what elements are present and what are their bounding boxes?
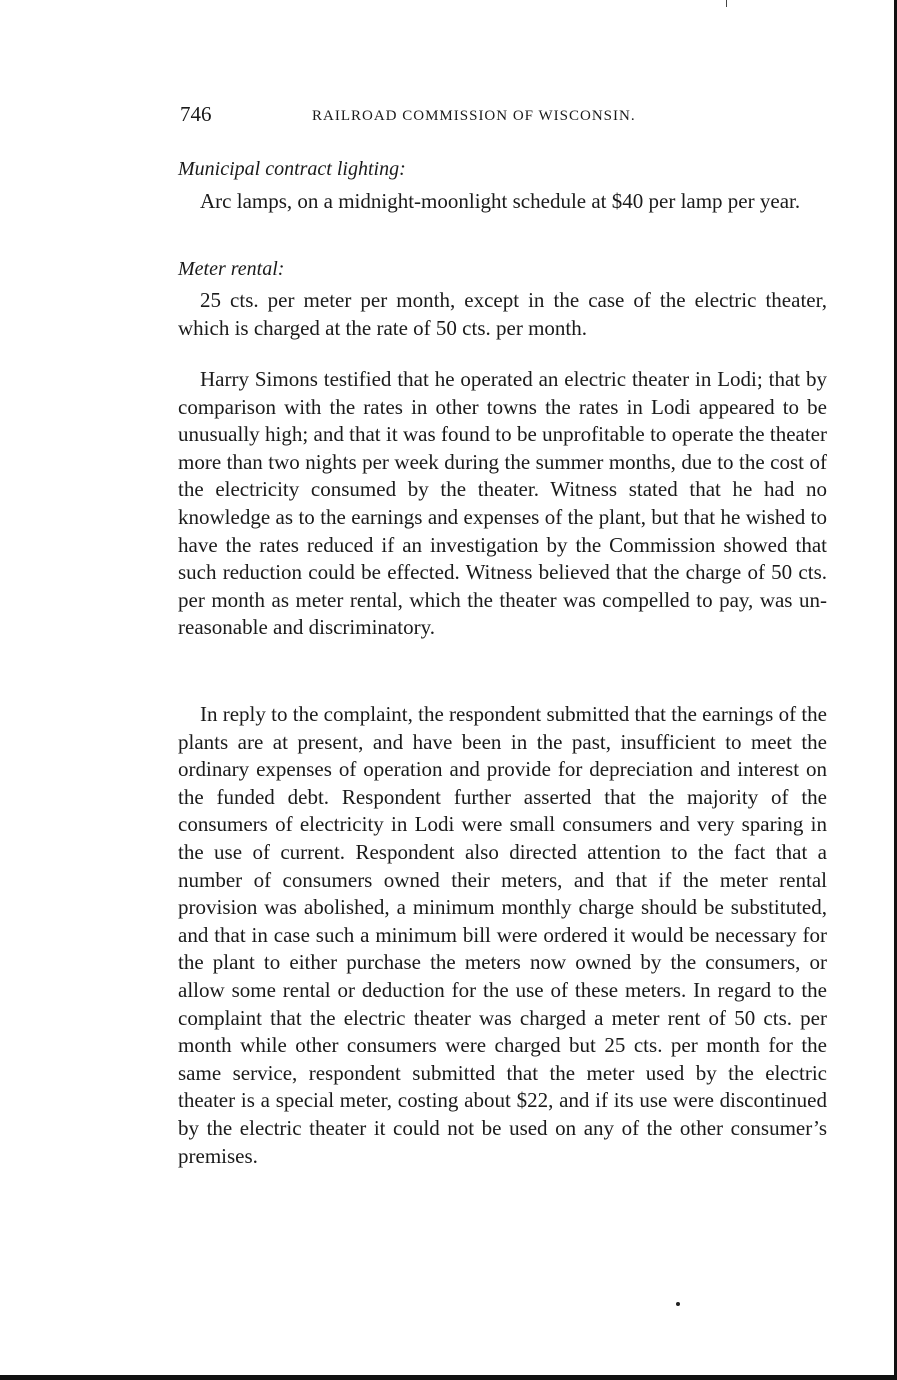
scan-speck bbox=[676, 1302, 680, 1306]
page-number: 746 bbox=[180, 102, 212, 126]
page-header bbox=[180, 102, 830, 132]
meter-rental-paragraph: 25 cts. per meter per month, except in the case of the electric theater, which is charged at the rate of 50 cts. per month. bbox=[178, 288, 827, 340]
respondent-section bbox=[178, 701, 827, 1170]
meter-rental-text bbox=[178, 287, 827, 342]
municipal-lighting-text bbox=[178, 188, 827, 216]
page-edge-bottom bbox=[0, 1375, 897, 1380]
meter-rental-heading: Meter rental: bbox=[178, 258, 285, 280]
respondent-paragraph: In reply to the complaint, the respondent submitted that the earnings of the plants are at present, and have been in the past, insufficient to meet the ordinary expenses of operation and provide for depreciation and interest on the funded debt. Respondent further asserted that the majority of the consumers of electricity in Lodi were small consumers and very sparing in the use of current. Respondent also directed attention to the fact that a number of consumers owned their meters, and that if the meter rental provision was abolished, a minimum monthly charge should be substituted, and that in case such a minimum bill were ordered it would be necessary for the plant to either purchase the meters now owned by the consumers, or allow some rental or deduction for the use of these meters. In regard to the complaint that the electric theater was charged a meter rent of 50 cts. per month while other consumers were charged but 25 cts. per month for the same service, respondent submitted that the meter used by the electric theater is a special meter, costing about $22, and if its use were discontinued by the electric theater it could not be used on any of the other consumer’s premises. bbox=[178, 702, 827, 1168]
municipal-lighting-heading: Municipal contract lighting: bbox=[178, 158, 406, 180]
scan-mark bbox=[726, 0, 727, 7]
running-head: RAILROAD COMMISSION OF WISCONSIN. bbox=[312, 108, 636, 124]
testimony-section bbox=[178, 366, 827, 642]
municipal-lighting-paragraph: Arc lamps, on a midnight-moonlight schedule at $40 per lamp per year. bbox=[200, 189, 801, 213]
testimony-paragraph: Harry Simons testified that he operated an electric theater in Lodi; that by comparison with the rates in other towns the rates in Lodi appeared to be unusually high; and that it was found to be unprofitable to operate the theater more than two nights per week during the summer months, due to the cost of the electricity consumed by the theater. Witness stated that he had no knowledge as to the earnings and expenses of the plant, but that he wished to have the rates reduced if an investigation by the Commission showed that such reduction could be effected. Witness believed that the charge of 50 cts. per month as meter rental, which the theater was compelled to pay, was unreasonable and discriminatory. bbox=[178, 367, 827, 640]
